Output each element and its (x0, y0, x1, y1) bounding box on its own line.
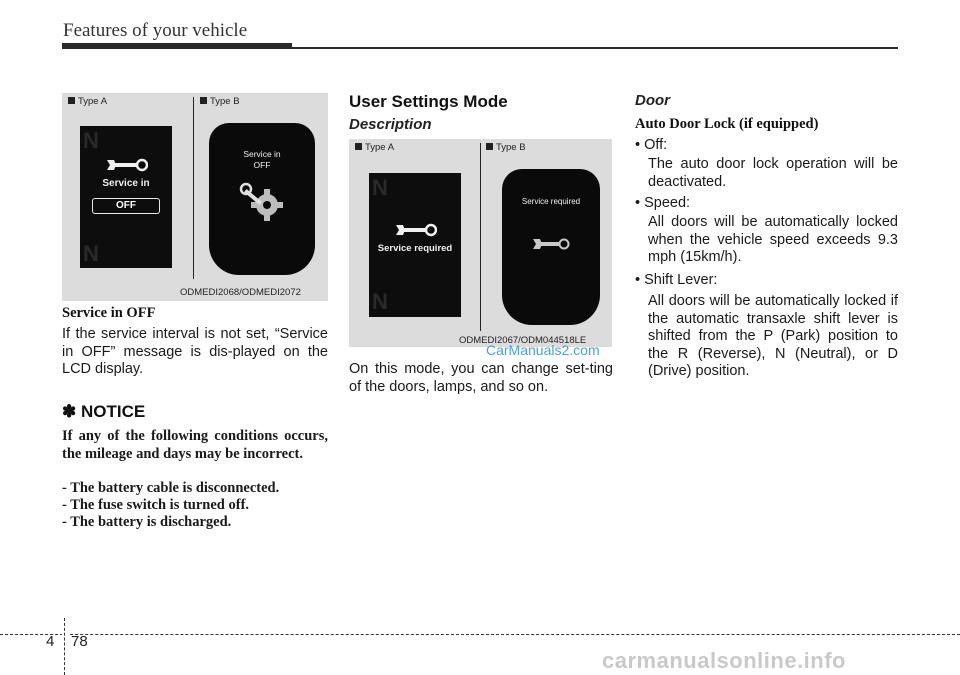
footer-rule (0, 634, 960, 635)
lcd-screen-type-b (209, 123, 315, 275)
header-rule-thin (290, 47, 898, 49)
square-bullet-icon (486, 143, 493, 150)
user-settings-mode-title: User Settings Mode (349, 92, 508, 111)
figure-image-code: ODMEDI2067/ODM044518LE (459, 335, 587, 346)
header-rule-thick (62, 43, 292, 49)
lcd-service-in-text: Service in (102, 178, 150, 189)
figure-type-b-label: Type B (486, 142, 526, 153)
notice-title: ✽ NOTICE (62, 402, 146, 421)
wrench-icon (532, 237, 570, 251)
service-in-off-paragraph: If the service interval is not set, “Service in OFF” message is dis-played on the LCD display. (62, 326, 328, 377)
figure-service-required (349, 139, 612, 347)
service-in-off-heading: Service in OFF (62, 305, 156, 321)
square-bullet-icon (68, 97, 75, 104)
figure-type-a-label: Type A (355, 142, 394, 153)
option-speed-label: • Speed: (635, 195, 691, 211)
option-speed-desc: All doors will be automatically locked when the vehicle speed exceeds 9.3 mph (15km/h). (648, 214, 898, 265)
notice-body: If any of the following conditions occurs, the mileage and days may be incorrect. (62, 428, 328, 462)
notice-item: - The battery cable is disconnected. (62, 480, 280, 496)
lcd-service-required-text-b: Service required (521, 197, 581, 206)
notice-item: - The battery is discharged. (62, 514, 232, 530)
description-subtitle: Description (349, 116, 432, 133)
watermark-carmanualsonline: carmanualsonline.info (602, 648, 846, 673)
section-header-title: Features of your vehicle (63, 20, 248, 41)
lcd-ghost-text-top: N (83, 128, 98, 153)
figure-divider (193, 97, 194, 279)
lcd-off-box: OFF (92, 198, 160, 214)
lcd-ghost-text-top: N (372, 175, 387, 200)
gear-wrench-icon (239, 181, 285, 223)
wrench-icon (395, 223, 437, 237)
notice-item: - The fuse switch is turned off. (62, 497, 250, 513)
watermark-carmanuals2: CarManuals2.com (486, 342, 600, 358)
user-settings-paragraph: On this mode, you can change set-ting of the doors, lamps, and so on. (349, 361, 613, 395)
lcd-ghost-text-bottom: N (83, 241, 98, 266)
auto-door-lock-heading: Auto Door Lock (if equipped) (635, 116, 819, 132)
lcd-service-required-text: Service required (377, 243, 453, 254)
square-bullet-icon (355, 143, 362, 150)
lcd-screen-type-a (80, 126, 172, 268)
lcd-off-text-b: OFF (253, 160, 271, 170)
figure-type-b-label: Type B (200, 96, 240, 107)
chapter-number: 4 (46, 633, 55, 650)
lcd-screen-type-a (369, 173, 461, 317)
square-bullet-icon (200, 97, 207, 104)
lcd-ghost-text-bottom: N (372, 289, 387, 314)
figure-service-in-off (62, 93, 328, 301)
figure-divider (480, 143, 481, 331)
figure-type-a-label: Type A (68, 96, 107, 107)
footer-gap (62, 630, 68, 638)
lcd-screen-type-b (502, 169, 600, 325)
option-shift-lever-label: • Shift Lever: (635, 272, 718, 288)
option-off-desc: The auto door lock operation will be deactivated. (648, 156, 898, 190)
wrench-icon (106, 158, 148, 172)
footer-vertical-rule (64, 618, 65, 675)
door-subtitle: Door (635, 92, 670, 109)
option-shift-lever-desc: All doors will be automatically locked if the automatic transaxle shift lever is shifted from the P (Park) position to the R (Reverse), N (Neutral), or D (Drive) position. (648, 293, 898, 379)
figure-image-code: ODMEDI2068/ODMEDI2072 (180, 287, 301, 298)
page-number: 78 (71, 633, 88, 650)
lcd-service-in-text-b: Service in (243, 149, 281, 159)
option-off-label: • Off: (635, 137, 668, 153)
